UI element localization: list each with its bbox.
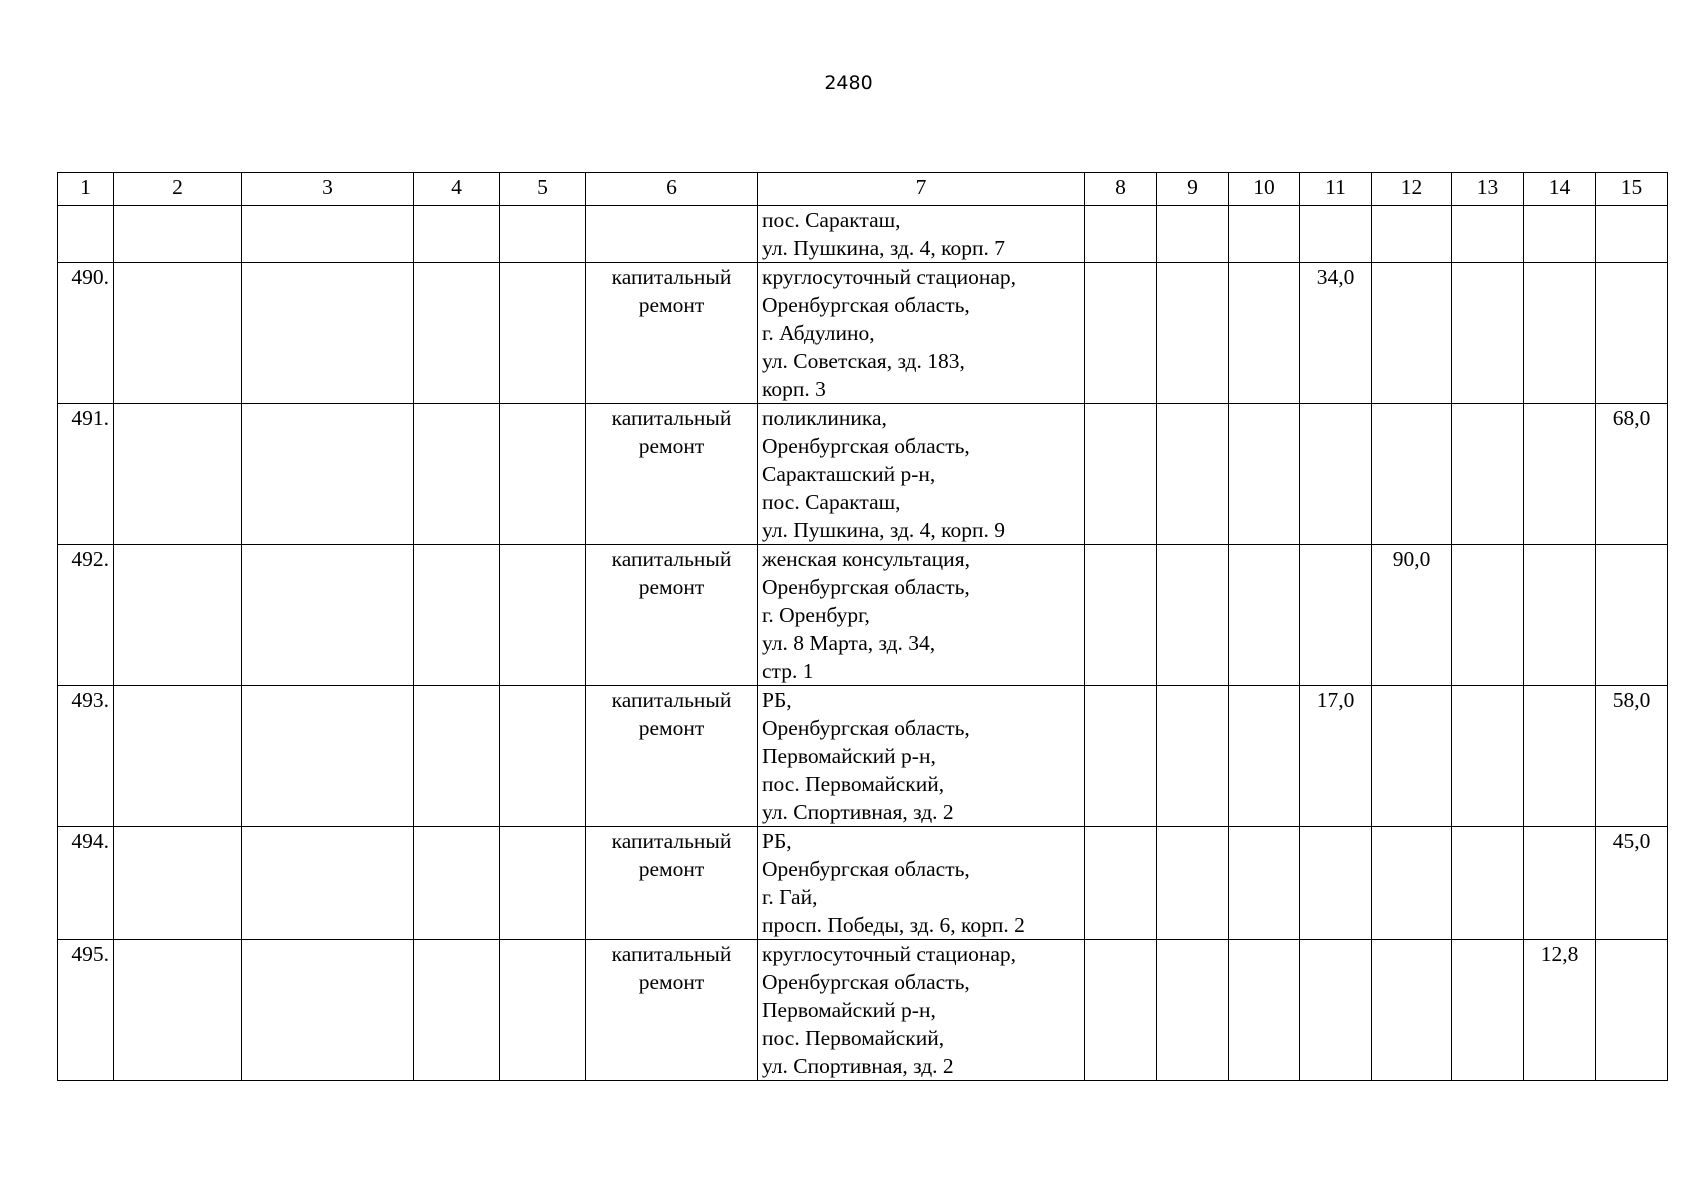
empty-cell-col4 — [414, 686, 500, 827]
empty-cell-col3 — [242, 263, 414, 404]
value-cell-col13 — [1452, 206, 1524, 263]
object-address-cell — [758, 686, 1085, 827]
value-cell-col15: 45,0 — [1596, 827, 1668, 940]
object-address-line: РБ, — [762, 688, 792, 712]
column-header-row — [58, 173, 1668, 206]
column-header: 10 — [1229, 173, 1300, 206]
work-type-line: капитальный — [611, 406, 732, 430]
object-address-line: ул. Спортивная, зд. 2 — [762, 1054, 954, 1078]
empty-cell-col2 — [114, 940, 242, 1081]
value-cell-col8 — [1085, 686, 1157, 827]
object-address-line: РБ, — [762, 829, 792, 853]
value-cell-col11: 34,0 — [1300, 263, 1372, 404]
object-address-line: круглосуточный стационар, — [762, 265, 1017, 289]
column-header: 6 — [586, 173, 758, 206]
empty-cell-col2 — [114, 827, 242, 940]
value-cell-col12 — [1372, 827, 1452, 940]
table-row — [58, 263, 1668, 404]
value-cell-col15 — [1596, 940, 1668, 1081]
value-cell-col10 — [1229, 686, 1300, 827]
empty-cell-col5 — [500, 263, 586, 404]
work-type-line: капитальный — [611, 688, 732, 712]
empty-cell-col4 — [414, 404, 500, 545]
empty-cell-col3 — [242, 686, 414, 827]
table-row — [58, 686, 1668, 827]
registry-table — [57, 172, 1668, 1081]
value-cell-col8 — [1085, 206, 1157, 263]
object-address-line: круглосуточный стационар, — [762, 942, 1017, 966]
work-type-cell — [586, 686, 758, 827]
object-address-line: женская консультация, — [762, 547, 970, 571]
work-type-line: ремонт — [638, 970, 705, 994]
value-cell-col8 — [1085, 404, 1157, 545]
object-address-line: ул. 8 Марта, зд. 34, — [762, 631, 936, 655]
object-address-cell — [758, 206, 1085, 263]
value-cell-col11 — [1300, 545, 1372, 686]
row-number-cell: 490. — [58, 263, 114, 404]
column-header: 3 — [242, 173, 414, 206]
value-cell-col14 — [1524, 404, 1596, 545]
value-cell-col13 — [1452, 404, 1524, 545]
value-cell-col10 — [1229, 404, 1300, 545]
value-cell-col11: 17,0 — [1300, 686, 1372, 827]
value-cell-col13 — [1452, 545, 1524, 686]
work-type-cell — [586, 545, 758, 686]
object-address-cell — [758, 404, 1085, 545]
object-address-line: стр. 1 — [762, 659, 814, 683]
value-cell-col8 — [1085, 827, 1157, 940]
empty-cell-col3 — [242, 827, 414, 940]
object-address-line: поликлиника, — [762, 406, 887, 430]
value-cell-col12 — [1372, 686, 1452, 827]
value-cell-col10 — [1229, 940, 1300, 1081]
value-cell-col12 — [1372, 940, 1452, 1081]
work-type-line: капитальный — [611, 829, 732, 853]
empty-cell-col5 — [500, 827, 586, 940]
column-header: 12 — [1372, 173, 1452, 206]
object-address-line: ул. Советская, зд. 183, — [762, 349, 965, 373]
value-cell-col14 — [1524, 263, 1596, 404]
empty-cell-col4 — [414, 545, 500, 686]
page-number: 2480 — [824, 72, 873, 94]
work-type-line: капитальный — [611, 547, 732, 571]
object-address-line: г. Оренбург, — [762, 603, 870, 627]
value-cell-col10 — [1229, 263, 1300, 404]
work-type-cell — [586, 827, 758, 940]
object-address-cell — [758, 263, 1085, 404]
work-type-line: ремонт — [638, 857, 705, 881]
row-number-cell: 492. — [58, 545, 114, 686]
empty-cell-col5 — [500, 686, 586, 827]
value-cell-col11 — [1300, 827, 1372, 940]
empty-cell-col4 — [414, 206, 500, 263]
value-cell-col14 — [1524, 686, 1596, 827]
value-cell-col15 — [1596, 206, 1668, 263]
empty-cell-col2 — [114, 404, 242, 545]
empty-cell-col2 — [114, 263, 242, 404]
object-address-line: Первомайский р-н, — [762, 744, 936, 768]
object-address-line: Оренбургская область, — [762, 293, 970, 317]
value-cell-col14: 12,8 — [1524, 940, 1596, 1081]
object-address-cell — [758, 545, 1085, 686]
value-cell-col9 — [1157, 686, 1229, 827]
value-cell-col13 — [1452, 940, 1524, 1081]
object-address-line: Оренбургская область, — [762, 716, 970, 740]
empty-cell-col5 — [500, 940, 586, 1081]
value-cell-col14 — [1524, 545, 1596, 686]
empty-cell-col5 — [500, 545, 586, 686]
object-address-line: пос. Саракташ, — [762, 490, 901, 514]
table-row — [58, 940, 1668, 1081]
column-header: 2 — [114, 173, 242, 206]
value-cell-col11 — [1300, 404, 1372, 545]
value-cell-col13 — [1452, 827, 1524, 940]
object-address-cell — [758, 827, 1085, 940]
empty-cell-col4 — [414, 263, 500, 404]
column-header: 11 — [1300, 173, 1372, 206]
work-type-line: капитальный — [611, 265, 732, 289]
value-cell-col12 — [1372, 404, 1452, 545]
row-number-cell: 495. — [58, 940, 114, 1081]
value-cell-col11 — [1300, 940, 1372, 1081]
column-header: 14 — [1524, 173, 1596, 206]
value-cell-col10 — [1229, 206, 1300, 263]
work-type-cell — [586, 940, 758, 1081]
column-header: 4 — [414, 173, 500, 206]
value-cell-col9 — [1157, 545, 1229, 686]
row-number-cell — [58, 206, 114, 263]
value-cell-col9 — [1157, 940, 1229, 1081]
value-cell-col15: 68,0 — [1596, 404, 1668, 545]
object-address-line: просп. Победы, зд. 6, корп. 2 — [762, 913, 1025, 937]
empty-cell-col3 — [242, 940, 414, 1081]
work-type-line: капитальный — [611, 942, 732, 966]
object-address-line: ул. Пушкина, зд. 4, корп. 7 — [762, 236, 1006, 260]
empty-cell-col4 — [414, 940, 500, 1081]
work-type-line: ремонт — [638, 293, 705, 317]
empty-cell-col3 — [242, 206, 414, 263]
value-cell-col13 — [1452, 263, 1524, 404]
value-cell-col8 — [1085, 940, 1157, 1081]
value-cell-col9 — [1157, 827, 1229, 940]
value-cell-col12: 90,0 — [1372, 545, 1452, 686]
value-cell-col15 — [1596, 263, 1668, 404]
value-cell-col9 — [1157, 206, 1229, 263]
object-address-line: Оренбургская область, — [762, 857, 970, 881]
object-address-line: Оренбургская область, — [762, 575, 970, 599]
column-header: 8 — [1085, 173, 1157, 206]
empty-cell-col3 — [242, 404, 414, 545]
row-number-cell: 494. — [58, 827, 114, 940]
work-type-line: ремонт — [638, 575, 705, 599]
table-row — [58, 827, 1668, 940]
value-cell-col10 — [1229, 545, 1300, 686]
object-address-line: Саракташский р-н, — [762, 462, 936, 486]
value-cell-col12 — [1372, 206, 1452, 263]
row-number-cell: 491. — [58, 404, 114, 545]
empty-cell-col2 — [114, 686, 242, 827]
work-type-line: ремонт — [638, 716, 705, 740]
value-cell-col14 — [1524, 206, 1596, 263]
column-header: 9 — [1157, 173, 1229, 206]
value-cell-col11 — [1300, 206, 1372, 263]
object-address-line: пос. Саракташ, — [762, 208, 901, 232]
work-type-cell — [586, 206, 758, 263]
column-header: 1 — [58, 173, 114, 206]
object-address-line: корп. 3 — [762, 377, 826, 401]
value-cell-col9 — [1157, 263, 1229, 404]
object-address-line: Первомайский р-н, — [762, 998, 936, 1022]
value-cell-col8 — [1085, 545, 1157, 686]
value-cell-col15: 58,0 — [1596, 686, 1668, 827]
empty-cell-col4 — [414, 827, 500, 940]
empty-cell-col5 — [500, 206, 586, 263]
column-header: 5 — [500, 173, 586, 206]
object-address-line: г. Гай, — [762, 885, 818, 909]
table-row — [58, 206, 1668, 263]
work-type-line: ремонт — [638, 434, 705, 458]
empty-cell-col3 — [242, 545, 414, 686]
value-cell-col12 — [1372, 263, 1452, 404]
row-number-cell: 493. — [58, 686, 114, 827]
table-body — [58, 206, 1668, 1081]
column-header: 13 — [1452, 173, 1524, 206]
table-row — [58, 545, 1668, 686]
value-cell-col10 — [1229, 827, 1300, 940]
value-cell-col14 — [1524, 827, 1596, 940]
value-cell-col9 — [1157, 404, 1229, 545]
object-address-line: Оренбургская область, — [762, 434, 970, 458]
value-cell-col15 — [1596, 545, 1668, 686]
object-address-line: Оренбургская область, — [762, 970, 970, 994]
work-type-cell — [586, 404, 758, 545]
column-header: 7 — [758, 173, 1085, 206]
object-address-cell — [758, 940, 1085, 1081]
empty-cell-col2 — [114, 206, 242, 263]
column-header: 15 — [1596, 173, 1668, 206]
empty-cell-col5 — [500, 404, 586, 545]
object-address-line: ул. Пушкина, зд. 4, корп. 9 — [762, 518, 1006, 542]
value-cell-col13 — [1452, 686, 1524, 827]
empty-cell-col2 — [114, 545, 242, 686]
object-address-line: пос. Первомайский, — [762, 772, 945, 796]
object-address-line: г. Абдулино, — [762, 321, 875, 345]
work-type-cell — [586, 263, 758, 404]
object-address-line: пос. Первомайский, — [762, 1026, 945, 1050]
object-address-line: ул. Спортивная, зд. 2 — [762, 800, 954, 824]
table-row — [58, 404, 1668, 545]
value-cell-col8 — [1085, 263, 1157, 404]
